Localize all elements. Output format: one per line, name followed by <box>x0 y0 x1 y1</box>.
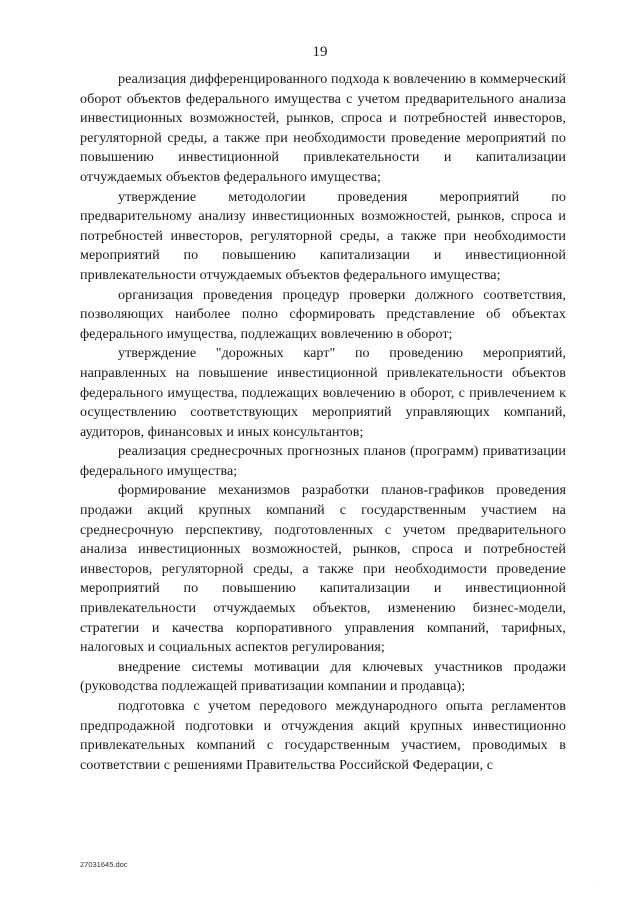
paragraph-8: подготовка с учетом передового международного опыта регламентов предпродажной подготовки и отчуждения акций крупных инвестиционно привлекательных компаний с государственным участием, проводимых в соответствии с решениями Правительства Российской Федерации, с <box>80 698 566 773</box>
paragraph-5: реализация среднесрочных прогнозных планов (программ) приватизации федерального имущества; <box>80 443 566 479</box>
paragraph-7: внедрение системы мотивации для ключевых участников продажи (руководства подлежащей приватизации компании и продавца); <box>80 658 566 695</box>
page-number: 19 <box>312 44 328 60</box>
paragraph-3: организация проведения процедур проверки должного соответствия, позволяющих наиболее полно сформировать представление об объектах федерального имущества, подлежащих вовлечению в оборот; <box>80 286 566 342</box>
paragraph-4: утверждение "дорожных карт" по проведению мероприятий, направленных на повышение инвестиционной привлекательности объектов федерального имущества, подлежащих вовлечению в оборот, с привлечением к осуществлению соответствующих мероприятий управляющих компаний, аудиторов, финансовых и иных консультантов; <box>80 345 566 440</box>
margin-mark: · <box>594 880 596 886</box>
paragraph-1: реализация дифференцированного подхода к вовлечению в коммерческий оборот объектов федерального имущества с учетом предварительного анализа инвестиционных возможностей, рынков, спроса и потребностей инвесторов, регуляторной среды, а также при необходимости проведение мероприятий по повышению инвестиционной привлекательности и капитализации отчуждаемых объектов федерального имущества; <box>80 71 566 185</box>
footer-file-reference: 27031645.doc <box>80 860 128 869</box>
document-body <box>80 70 566 775</box>
paragraph-6: формирование механизмов разработки планов-графиков проведения продажи акций крупных компаний с государственным участием на среднесрочную перспективу, подготовленных с учетом предварительного анализа инвестиционных возможностей, рынков, спроса и потребностей инвесторов, регуляторной среды, а также при необходимости проведение мероприятий по повышению капитализации и инвестиционной привлекательности отчуждаемых объектов, изменению бизнес-модели, стратегии и качества корпоративного управления компаний, тарифных, налоговых и социальных аспектов регулирования; <box>80 482 566 656</box>
paragraph-2: утверждение методологии проведения мероприятий по предварительному анализу инвестиционных возможностей, рынков, спроса и потребностей инвесторов, регуляторной среды, а также при необходимости мероприятий по повышению капитализации и инвестиционной привлекательности отчуждаемых объектов федерального имущества; <box>80 188 566 283</box>
